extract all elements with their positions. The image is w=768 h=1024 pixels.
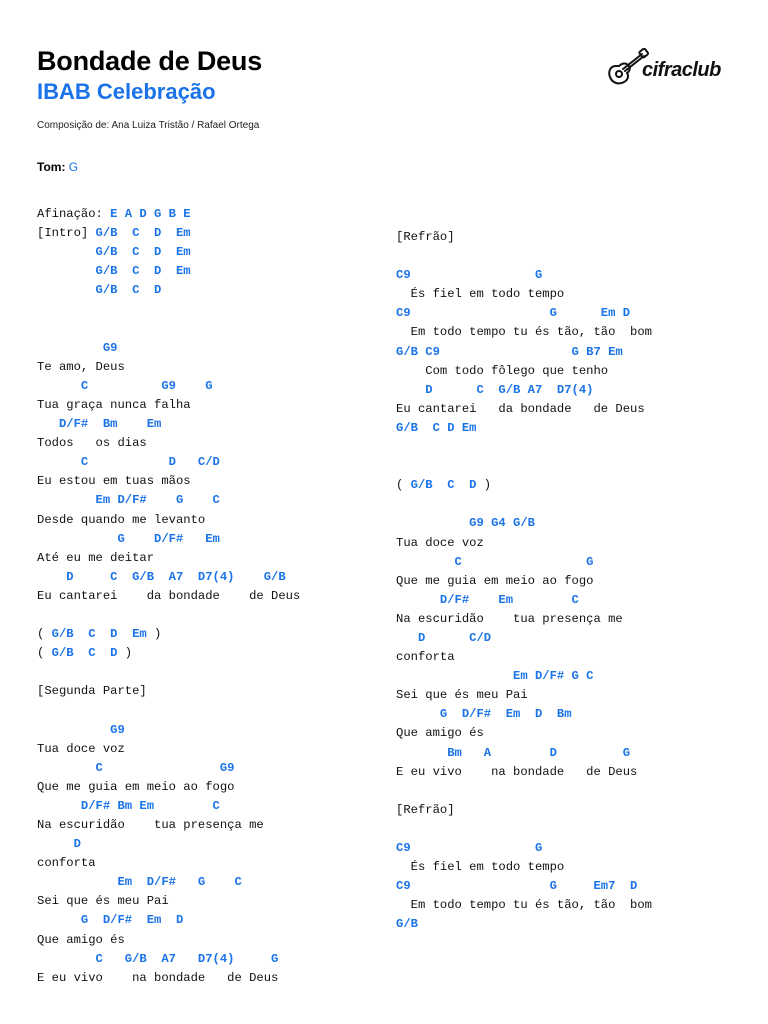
chord-line[interactable]: Em D/F# G C xyxy=(396,669,594,684)
chord-line[interactable]: C9 G xyxy=(396,268,543,283)
lyric-line: Até eu me deitar xyxy=(37,550,155,565)
chord-line[interactable]: G9 G4 G/B xyxy=(396,516,535,531)
chord-segment[interactable]: G/B C D xyxy=(51,646,118,661)
chord-line[interactable]: C G9 xyxy=(37,760,235,775)
chord-line[interactable]: G9 xyxy=(37,722,125,737)
chord-line[interactable]: D/F# Bm Em xyxy=(37,417,162,432)
blank-line xyxy=(37,606,300,625)
lyric-line: conforta xyxy=(37,856,96,871)
lyric-line: Que amigo és xyxy=(396,726,484,741)
lyric-line: [Segunda Parte] xyxy=(37,684,147,699)
chord-segment[interactable]: G/B C D Em xyxy=(51,627,147,642)
chord-sheet-left-column xyxy=(37,205,300,988)
text-segment: Afinação: xyxy=(37,207,111,221)
lyric-line: Desde quando me levanto xyxy=(37,512,206,527)
tom-key: G xyxy=(68,160,79,174)
cifraclub-logo[interactable] xyxy=(606,46,722,94)
lyric-line: Em todo tempo tu és tão, tão bom xyxy=(396,325,652,340)
tom-label: Tom: xyxy=(37,160,66,174)
blank-line xyxy=(396,247,652,266)
mixed-line xyxy=(37,224,300,243)
blank-line xyxy=(37,701,300,720)
text-segment: [Intro] xyxy=(37,226,96,241)
text-segment: ( xyxy=(37,627,52,642)
lyric-line: Todos os dias xyxy=(37,436,147,451)
lyric-line: Te amo, Deus xyxy=(37,359,125,374)
lyric-line: És fiel em todo tempo xyxy=(396,287,565,302)
chord-segment[interactable]: G/B C D xyxy=(410,478,477,493)
lyric-line: Em todo tempo tu és tão, tão bom xyxy=(396,898,652,913)
chord-line[interactable]: G D/F# Em D Bm xyxy=(396,707,572,722)
lyric-line: conforta xyxy=(396,650,455,665)
chord-line[interactable]: G9 xyxy=(37,340,118,355)
lyric-line: Sei que és meu Pai xyxy=(396,688,528,703)
lyric-line: És fiel em todo tempo xyxy=(396,860,565,875)
chord-line[interactable]: C G9 G xyxy=(37,378,213,393)
chord-line[interactable]: G/B C D Em xyxy=(37,245,191,260)
blank-line xyxy=(396,495,652,514)
artist-name[interactable]: IBAB Celebração xyxy=(37,79,216,104)
chord-line[interactable]: G/B C D Em xyxy=(396,420,477,435)
chord-line[interactable]: C D C/D xyxy=(37,455,220,470)
mixed-line xyxy=(37,644,300,663)
lyric-line: Na escuridão tua presença me xyxy=(396,611,623,626)
lyric-line: [Refrão] xyxy=(396,230,455,244)
chord-line[interactable]: G/B C9 G B7 Em xyxy=(396,344,623,359)
text-segment: ( xyxy=(37,646,52,661)
mixed-line xyxy=(37,625,300,644)
text-segment: ( xyxy=(396,478,411,493)
chord-line[interactable]: Em D/F# G C xyxy=(37,493,220,508)
lyric-line: Tua doce voz xyxy=(37,741,125,756)
chord-line[interactable]: D C G/B A7 D7(4) G/B xyxy=(37,569,286,584)
chord-segment[interactable]: G/B C D Em xyxy=(95,226,191,241)
chord-line[interactable]: G D/F# Em xyxy=(37,531,220,546)
chord-sheet-right-column xyxy=(396,228,652,934)
mixed-line xyxy=(396,476,652,495)
lyric-line: E eu vivo na bondade de Deus xyxy=(37,970,279,985)
chord-line[interactable]: G/B C D xyxy=(37,283,162,298)
chord-line[interactable]: Em D/F# G C xyxy=(37,875,242,890)
lyric-line: Com todo fôlego que tenho xyxy=(396,363,609,378)
chord-line[interactable]: D/F# Em C xyxy=(396,592,579,607)
blank-line xyxy=(37,300,300,319)
chord-line[interactable]: D xyxy=(37,837,81,852)
text-segment: ) xyxy=(117,646,133,661)
lyric-line: Que me guia em meio ao fogo xyxy=(37,779,235,794)
composer-credit: Composição de: Ana Luiza Tristão / Rafael Ortega xyxy=(37,120,260,131)
chord-segment[interactable]: E A D G B E xyxy=(110,207,191,221)
lyric-line: Que amigo és xyxy=(37,932,125,947)
chord-line[interactable]: C9 G xyxy=(396,841,543,855)
blank-line xyxy=(396,820,652,839)
song-key xyxy=(37,160,78,175)
text-segment: ) xyxy=(146,627,162,642)
chord-line[interactable]: Bm A D G xyxy=(396,745,631,760)
mixed-line xyxy=(37,205,300,224)
chord-line[interactable]: C9 G Em7 D xyxy=(396,879,638,894)
lyric-line: Eu estou em tuas mãos xyxy=(37,474,191,489)
chord-line[interactable]: G/B C D Em xyxy=(37,264,191,279)
blank-line xyxy=(37,320,300,339)
lyric-line: Que me guia em meio ao fogo xyxy=(396,573,594,588)
chord-line[interactable]: D C/D xyxy=(396,630,492,645)
chord-line[interactable]: C9 G Em D xyxy=(396,306,631,321)
lyric-line: Tua graça nunca falha xyxy=(37,397,191,412)
lyric-line: Eu cantarei da bondade de Deus xyxy=(396,401,645,416)
lyric-line: [Refrão] xyxy=(396,802,455,817)
brand-text: cifraclub xyxy=(642,58,721,81)
song-title: Bondade de Deus xyxy=(37,46,263,76)
text-segment: ) xyxy=(476,478,492,493)
blank-line xyxy=(396,457,652,476)
lyric-line: Na escuridão tua presença me xyxy=(37,818,264,832)
chord-line[interactable]: C G xyxy=(396,554,594,569)
chord-line[interactable]: G/B xyxy=(396,917,418,932)
lyric-line: E eu vivo na bondade de Deus xyxy=(396,764,638,779)
lyric-line: Eu cantarei da bondade de Deus xyxy=(37,588,301,603)
lyric-line: Tua doce voz xyxy=(396,535,484,550)
blank-line xyxy=(396,438,652,457)
blank-line xyxy=(396,782,652,801)
chord-line[interactable]: D C G/B A7 D7(4) xyxy=(396,382,594,397)
lyric-line: Sei que és meu Pai xyxy=(37,894,169,909)
blank-line xyxy=(37,663,300,682)
chord-line[interactable]: C G/B A7 D7(4) G xyxy=(37,951,279,966)
chord-line[interactable]: D/F# Bm Em C xyxy=(37,798,220,813)
chord-line[interactable]: G D/F# Em D xyxy=(37,913,184,928)
